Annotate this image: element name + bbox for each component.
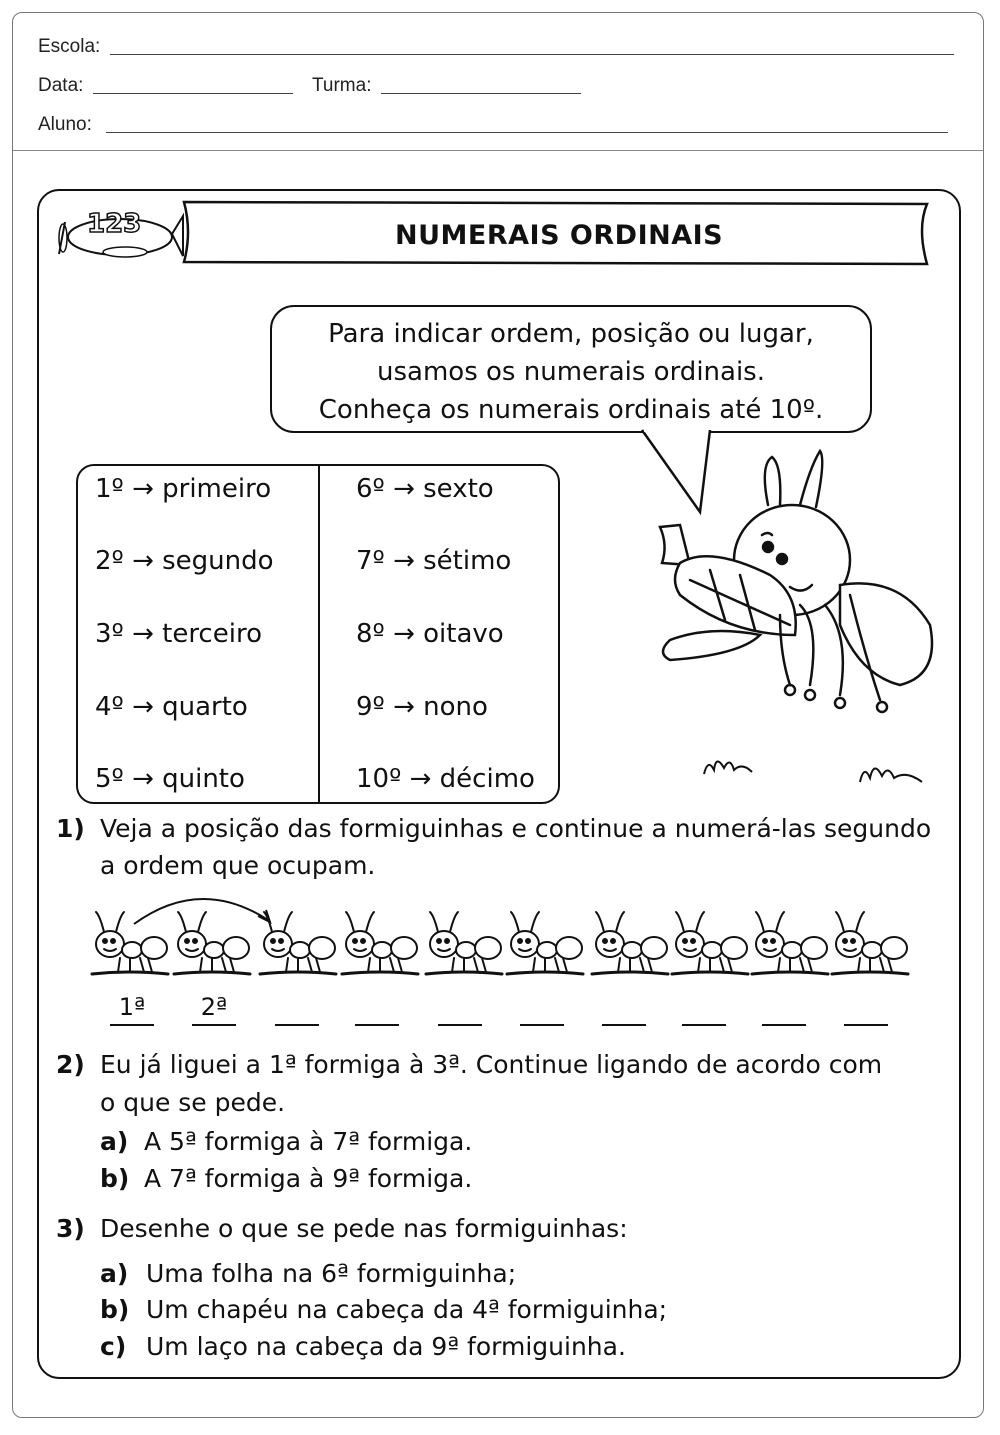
question-2-text-line-1: Eu já liguei a 1ª formiga à 3ª. Continue ligando de acordo com (100, 1050, 883, 1079)
small-ant-icon[interactable] (258, 906, 338, 986)
school-label: Escola: (38, 36, 101, 57)
question-3-text: Desenhe o que se pede nas formiguinhas: (100, 1214, 628, 1243)
small-ant-icon[interactable] (340, 906, 420, 986)
question-3c-label: c) (100, 1332, 127, 1361)
intro-line-3: Conheça os numerais ordinais até 10º. (318, 395, 824, 425)
question-3b-text: Um chapéu na cabeça da 4ª formiguinha; (146, 1295, 668, 1324)
small-ant-icon[interactable] (830, 906, 910, 986)
small-ant-icon[interactable] (90, 906, 170, 986)
school-field[interactable] (110, 54, 954, 55)
question-2-number: 2) (56, 1050, 85, 1079)
grass-icon (858, 758, 924, 786)
answer-slot[interactable]: 1ª (110, 990, 154, 1026)
header-separator (13, 150, 983, 151)
answer-slot[interactable] (275, 990, 319, 1026)
ant-character-icon (650, 445, 940, 715)
student-label: Aluno: (38, 114, 92, 135)
ordinal-item: 6º → sexto (356, 474, 494, 504)
date-field[interactable] (93, 93, 293, 94)
class-label: Turma: (312, 75, 372, 96)
question-2b-label: b) (100, 1164, 130, 1193)
question-3a-label: a) (100, 1259, 129, 1288)
ordinal-item: 7º → sétimo (356, 546, 512, 576)
answer-slot[interactable] (438, 990, 482, 1026)
question-2-text-line-2: o que se pede. (100, 1088, 286, 1117)
answer-slot[interactable] (602, 990, 646, 1026)
answer-slot[interactable]: 2ª (192, 990, 236, 1026)
ordinal-item: 3º → terceiro (95, 619, 262, 649)
ordinal-item: 8º → oitavo (356, 619, 504, 649)
small-ant-icon[interactable] (750, 906, 830, 986)
answer-slot[interactable] (762, 990, 806, 1026)
ordinal-item: 9º → nono (356, 692, 488, 722)
small-ant-icon[interactable] (590, 906, 670, 986)
answer-slot[interactable] (682, 990, 726, 1026)
page-title: NUMERAIS ORDINAIS (395, 220, 724, 251)
answer-slot[interactable] (520, 990, 564, 1026)
class-field[interactable] (381, 93, 581, 94)
question-2a-label: a) (100, 1127, 129, 1156)
small-ant-icon[interactable] (670, 906, 750, 986)
question-2a-text: A 5ª formiga à 7ª formiga. (144, 1127, 473, 1156)
svg-text:123: 123 (87, 209, 142, 239)
answer-slot[interactable] (844, 990, 888, 1026)
question-3-number: 3) (56, 1214, 85, 1243)
date-label: Data: (38, 75, 84, 96)
grass-icon (702, 752, 754, 778)
small-ant-icon[interactable] (424, 906, 504, 986)
plane-123-icon (55, 192, 185, 270)
ordinal-item: 5º → quinto (95, 764, 245, 794)
ordinal-item: 4º → quarto (95, 692, 248, 722)
ordinals-table-divider (318, 464, 320, 804)
small-ant-icon[interactable] (505, 906, 585, 986)
question-1-text-line-2: a ordem que ocupam. (100, 851, 376, 880)
intro-line-2: usamos os numerais ordinais. (377, 357, 765, 387)
question-1-text-line-1: Veja a posição das formiguinhas e continue a numerá-las segundo (100, 814, 932, 843)
question-1-number: 1) (56, 814, 85, 843)
ordinal-item: 10º → décimo (356, 764, 535, 794)
question-3c-text: Um laço na cabeça da 9ª formiguinha. (146, 1332, 626, 1361)
small-ant-icon[interactable] (172, 906, 252, 986)
question-3a-text: Uma folha na 6ª formiguinha; (146, 1259, 517, 1288)
ordinal-item: 2º → segundo (95, 546, 274, 576)
answer-slot[interactable] (355, 990, 399, 1026)
ordinal-item: 1º → primeiro (95, 474, 272, 504)
question-2b-text: A 7ª formiga à 9ª formiga. (144, 1164, 473, 1193)
question-3b-label: b) (100, 1295, 130, 1324)
intro-line-1: Para indicar ordem, posição ou lugar, (328, 319, 814, 349)
student-field[interactable] (106, 132, 948, 133)
speech-bubble (270, 305, 872, 433)
